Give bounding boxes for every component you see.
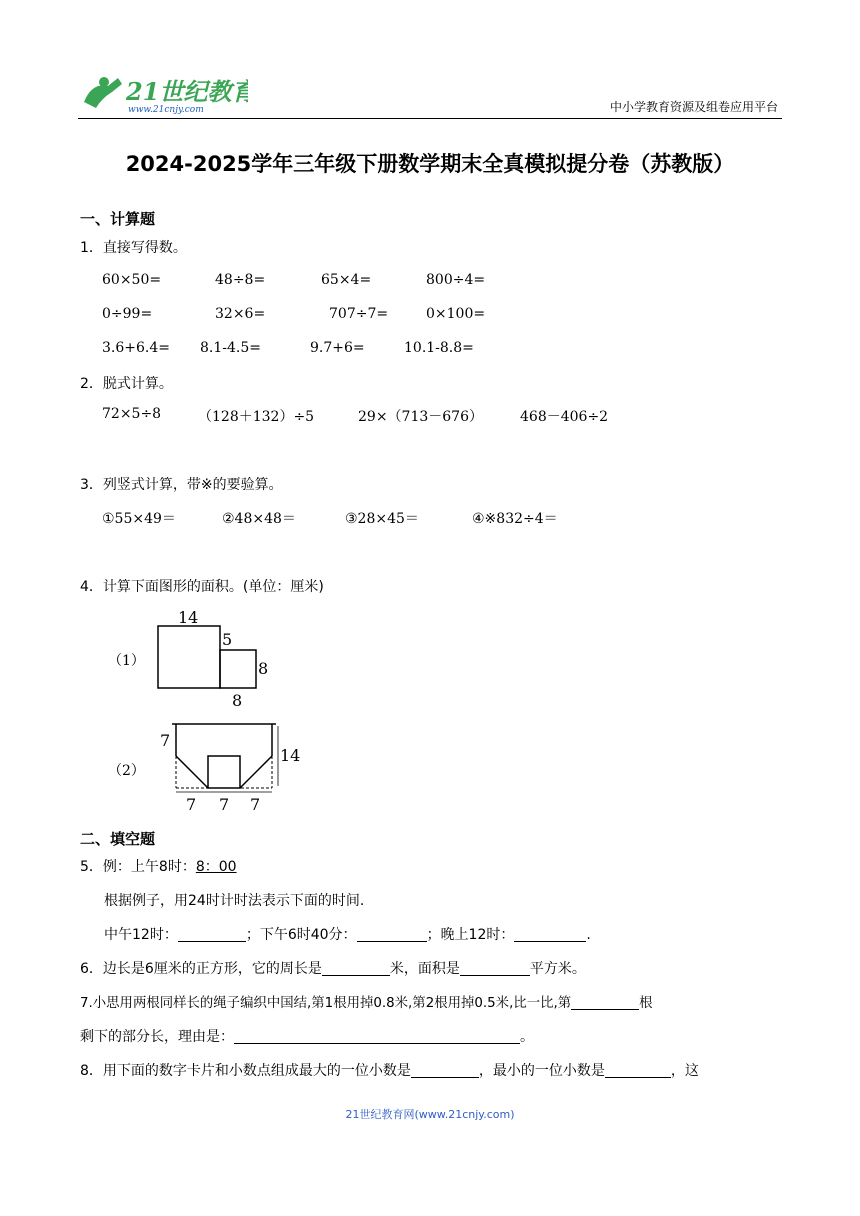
header-platform-text: 中小学教育资源及组卷应用平台 <box>609 100 778 114</box>
answer-blank[interactable] <box>514 927 586 942</box>
fig1-dim-bottom: 8 <box>232 691 243 710</box>
q3-stem: 3．列竖式计算，带※的要验算。 <box>80 477 283 493</box>
q6-part-c: 平方米。 <box>529 961 586 977</box>
q1-item: 60×50= <box>102 272 162 288</box>
page-title: 2024-2025学年三年级下册数学期末全真模拟提分卷（苏教版） <box>125 152 735 176</box>
answer-blank[interactable] <box>357 927 427 942</box>
answer-blank[interactable] <box>605 1063 671 1078</box>
section-fill-blank-heading: 二、填空题 <box>80 830 156 848</box>
q7-part-b: 根 <box>639 996 653 1011</box>
figure-2-label: （2） <box>108 763 145 779</box>
q5-answers-line <box>104 924 591 944</box>
q3-item: ②48×48＝ <box>222 511 296 527</box>
q7-part-a: 7.小思用两根同样长的绳子编织中国结,第1根用掉0.8米,第2根用掉0.5米,比一比,第 <box>80 996 572 1011</box>
q5-instruction: 根据例子，用24时计时法表示下面的时间. <box>104 893 365 909</box>
q7-line2 <box>80 1026 534 1046</box>
answer-blank[interactable] <box>571 995 639 1010</box>
q6 <box>80 958 586 978</box>
q1-item: 3.6+6.4= <box>102 340 170 356</box>
header-divider <box>78 118 782 119</box>
q2-item: （128＋132）÷5 <box>198 409 315 425</box>
q3-item: ③28×45＝ <box>345 511 419 527</box>
footer-link[interactable]: 21世纪教育网(www.21cnjy.com) <box>345 1108 515 1121</box>
q1-item: 10.1-8.8= <box>404 340 474 356</box>
q3-item: ①55×49＝ <box>102 511 176 527</box>
q1-item: 707÷7= <box>329 306 389 322</box>
site-logo <box>78 72 248 116</box>
section-calculation-heading: 一、计算题 <box>80 210 156 228</box>
q2-item: 29×（713－676） <box>358 409 483 425</box>
q1-item: 0×100= <box>426 306 486 322</box>
q5-end: . <box>586 927 591 943</box>
fig1-dim-top: 14 <box>178 608 199 627</box>
answer-blank[interactable] <box>322 961 390 976</box>
q5-part1: 中午12时： <box>104 927 178 943</box>
answer-blank[interactable] <box>234 1029 520 1044</box>
fig2-dim-bottom: 7 <box>219 795 230 814</box>
q1-item: 65×4= <box>321 272 372 288</box>
figure-2-diagram <box>150 716 300 816</box>
q8-part-b: ，最小的一位小数是 <box>478 1063 605 1079</box>
fig2-dim-bottom: 7 <box>186 795 197 814</box>
q7-line1 <box>80 992 653 1011</box>
q1-item: 32×6= <box>215 306 266 322</box>
q7-part-c: 剩下的部分长，理由是： <box>80 1029 234 1045</box>
figure-1-diagram <box>150 606 280 710</box>
q7-part-d: 。 <box>520 1029 534 1045</box>
q5-sep2: ； <box>426 927 441 943</box>
q5-part3: 晚上12时： <box>440 927 515 943</box>
fig1-dim-right: 8 <box>258 659 269 678</box>
q5-sep1: ； <box>245 927 260 943</box>
logo-text: 21世纪教育 <box>126 77 248 106</box>
figure-1-label: （1） <box>108 653 145 669</box>
q3-item: ④※832÷4＝ <box>472 511 558 527</box>
q4-stem: 4．计算下面图形的面积。(单位：厘米) <box>80 579 324 595</box>
q8-line1 <box>80 1060 699 1080</box>
answer-blank[interactable] <box>411 1063 479 1078</box>
q2-item: 72×5÷8 <box>102 406 162 422</box>
fig2-dim-right: 14 <box>280 746 300 765</box>
q1-item: 800÷4= <box>426 272 486 288</box>
q5-part2: 下午6时40分： <box>259 927 357 943</box>
q5-line1 <box>80 856 237 876</box>
q2-stem: 2．脱式计算。 <box>80 376 173 392</box>
q5-example: 8：00 <box>195 859 237 875</box>
q1-stem: 1．直接写得数。 <box>80 240 187 256</box>
logo-url: www.21cnjy.com <box>128 105 204 115</box>
fig2-dim-bottom: 7 <box>250 795 261 814</box>
q6-part-a: 6．边长是6厘米的正方形，它的周长是 <box>80 961 322 977</box>
q5-stem: 5．例：上午8时： <box>80 859 196 875</box>
q1-item: 0÷99= <box>102 306 153 322</box>
q6-part-b: 米，面积是 <box>389 961 460 977</box>
q1-item: 9.7+6= <box>310 340 365 356</box>
q1-item: 48÷8= <box>215 272 266 288</box>
answer-blank[interactable] <box>178 927 246 942</box>
q1-item: 8.1-4.5= <box>200 340 261 356</box>
q2-item: 468－406÷2 <box>520 409 609 425</box>
q8-part-c: ，这 <box>670 1063 699 1079</box>
fig1-dim-step: 5 <box>222 630 233 649</box>
fig2-dim-left: 7 <box>160 731 171 750</box>
q8-part-a: 8．用下面的数字卡片和小数点组成最大的一位小数是 <box>80 1063 411 1079</box>
answer-blank[interactable] <box>460 961 530 976</box>
